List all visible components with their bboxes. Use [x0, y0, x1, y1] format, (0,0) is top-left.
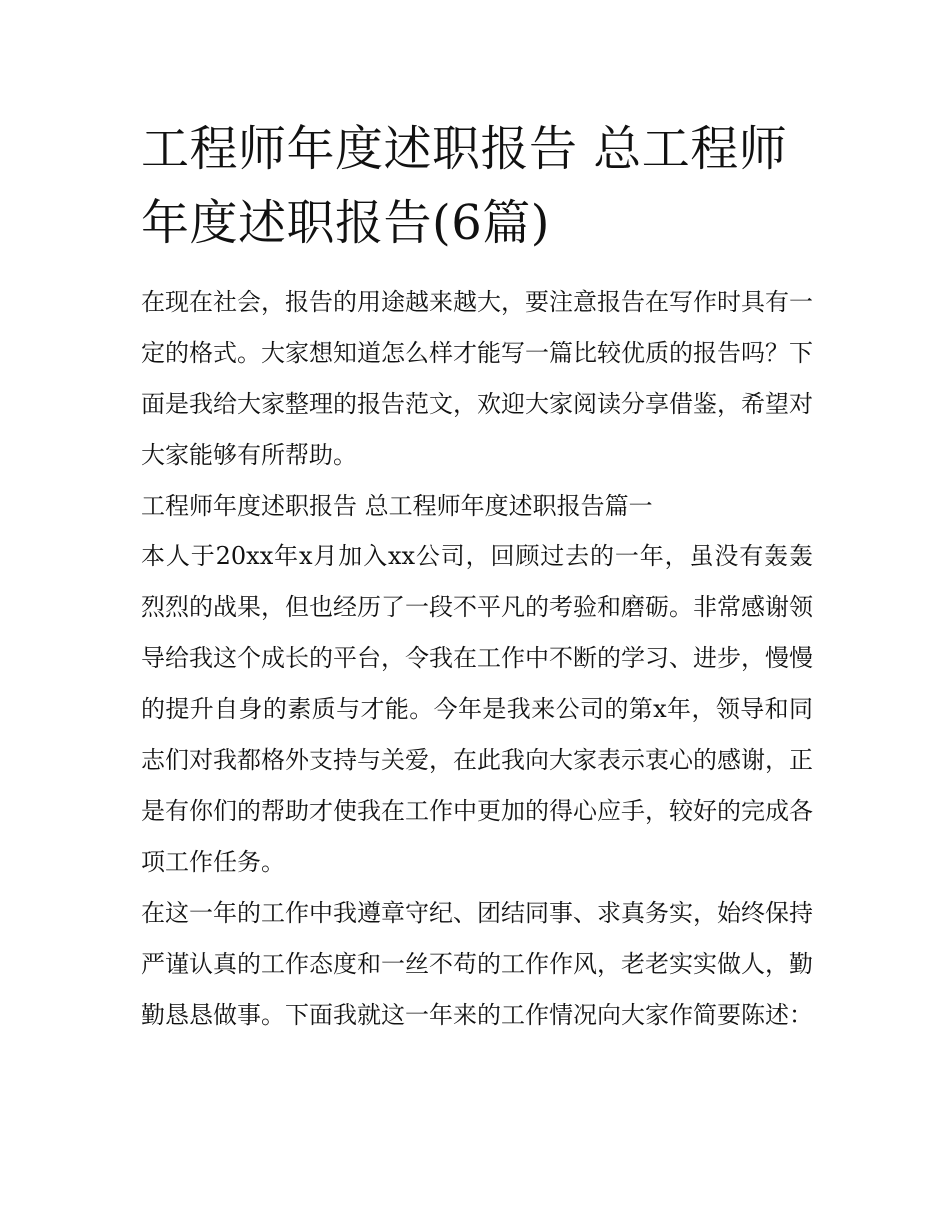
section-heading: 工程师年度述职报告 总工程师年度述职报告篇一 [141, 492, 653, 520]
body-paragraph-1: 本人于20xx年x月加入xx公司，回顾过去的一年，虽没有轰轰烈烈的战果，但也经历了一段不平凡的考验和磨砺。非常感谢领导给我这个成长的平台，令我在工作中不断的学习、进步，慢慢的提升自身的素质与才能。今年是我来公司的第x年，领导和同志们对我都格外支持与关爱，在此我向大家表示衷心的感谢，正是有你们的帮助才使我在工作中更加的得心应手，较好的完成各项工作任务。 [141, 542, 813, 876]
body-paragraph-2: 在这一年的工作中我遵章守纪、团结同事、求真务实，始终保持严谨认真的工作态度和一丝不苟的工作作风，老老实实做人，勤勤恳恳做事。下面我就这一年来的工作情况向大家作简要陈述： [141, 899, 813, 1029]
intro-paragraph: 在现在社会，报告的用途越来越大，要注意报告在写作时具有一定的格式。大家想知道怎么样才能写一篇比较优质的报告吗？下面是我给大家整理的报告范文，欢迎大家阅读分享借鉴，希望对大家能够有所帮助。 [141, 288, 813, 469]
document-title: 工程师年度述职报告 总工程师年度述职报告(6篇) [141, 121, 788, 251]
document-page [141, 112, 813, 1041]
